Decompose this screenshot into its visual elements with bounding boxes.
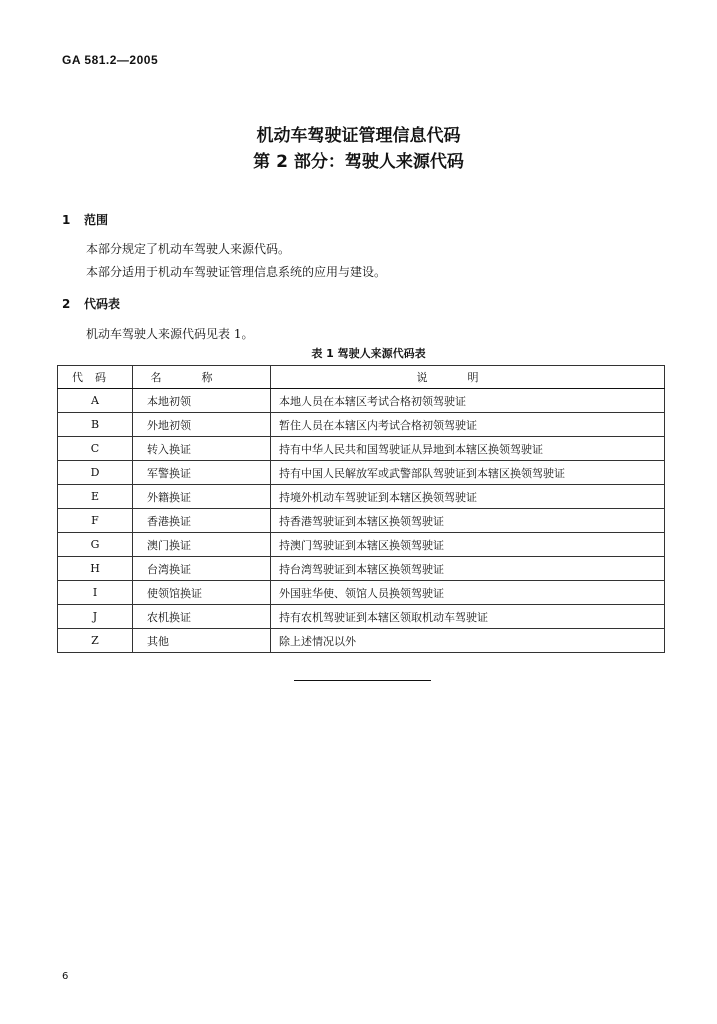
- cell-code: J: [58, 605, 133, 629]
- cell-code: F: [58, 509, 133, 533]
- cell-code: Z: [58, 629, 133, 653]
- table-row: [58, 437, 665, 461]
- source-code-table: [57, 365, 665, 653]
- cell-description: 持有中国人民解放军或武警部队驾驶证到本辖区换领驾驶证: [271, 461, 665, 485]
- cell-description: 除上述情况以外: [271, 629, 665, 653]
- end-rule: [294, 680, 431, 681]
- column-header-description: 说明: [271, 366, 665, 389]
- table-row: [58, 485, 665, 509]
- document-part-title: 第 2 部分：驾驶人来源代码: [253, 152, 464, 172]
- cell-description: 暂住人员在本辖区内考试合格初领驾驶证: [271, 413, 665, 437]
- cell-description: 持台湾驾驶证到本辖区换领驾驶证: [271, 557, 665, 581]
- section-2-heading: [62, 295, 120, 312]
- section-title: 范围: [84, 213, 109, 227]
- cell-name: 澳门换证: [133, 533, 271, 557]
- table-row: [58, 413, 665, 437]
- cell-name: 外地初领: [133, 413, 271, 437]
- cell-code: D: [58, 461, 133, 485]
- table-caption: 表 1 驾驶人来源代码表: [311, 347, 426, 360]
- cell-name: 本地初领: [133, 389, 271, 413]
- cell-name: 农机换证: [133, 605, 271, 629]
- cell-name: 转入换证: [133, 437, 271, 461]
- cell-name: 其他: [133, 629, 271, 653]
- cell-code: A: [58, 389, 133, 413]
- table-row: [58, 629, 665, 653]
- document-title: 机动车驾驶证管理信息代码: [256, 126, 461, 146]
- table-row: [58, 605, 665, 629]
- table-row: [58, 557, 665, 581]
- column-header-code: 代码: [58, 366, 133, 389]
- cell-code: G: [58, 533, 133, 557]
- cell-description: 持有农机驾驶证到本辖区领取机动车驾驶证: [271, 605, 665, 629]
- table-header-row: [58, 366, 665, 389]
- paragraph: 机动车驾驶人来源代码见表 1。: [86, 327, 254, 341]
- cell-description: 外国驻华使、领馆人员换领驾驶证: [271, 581, 665, 605]
- standard-code: GA 581.2—2005: [62, 53, 159, 67]
- paragraph: 本部分适用于机动车驾驶证管理信息系统的应用与建设。: [86, 265, 387, 279]
- cell-description: 持有中华人民共和国驾驶证从异地到本辖区换领驾驶证: [271, 437, 665, 461]
- cell-description: 持香港驾驶证到本辖区换领驾驶证: [271, 509, 665, 533]
- cell-name: 军警换证: [133, 461, 271, 485]
- cell-name: 香港换证: [133, 509, 271, 533]
- cell-name: 使领馆换证: [133, 581, 271, 605]
- cell-description: 持澳门驾驶证到本辖区换领驾驶证: [271, 533, 665, 557]
- cell-code: C: [58, 437, 133, 461]
- section-title: 代码表: [84, 297, 121, 311]
- page-number: 6: [62, 971, 69, 982]
- cell-description: 持境外机动车驾驶证到本辖区换领驾驶证: [271, 485, 665, 509]
- section-number: 2: [62, 297, 71, 311]
- cell-code: B: [58, 413, 133, 437]
- cell-code: H: [58, 557, 133, 581]
- table-row: [58, 461, 665, 485]
- section-1-heading: [62, 211, 108, 228]
- table-row: [58, 533, 665, 557]
- table-row: [58, 581, 665, 605]
- column-header-name: 名称: [133, 366, 271, 389]
- section-number: 1: [62, 213, 71, 227]
- cell-description: 本地人员在本辖区考试合格初领驾驶证: [271, 389, 665, 413]
- cell-name: 外籍换证: [133, 485, 271, 509]
- table-row: [58, 389, 665, 413]
- table-row: [58, 509, 665, 533]
- paragraph: 本部分规定了机动车驾驶人来源代码。: [86, 242, 291, 256]
- cell-name: 台湾换证: [133, 557, 271, 581]
- cell-code: I: [58, 581, 133, 605]
- cell-code: E: [58, 485, 133, 509]
